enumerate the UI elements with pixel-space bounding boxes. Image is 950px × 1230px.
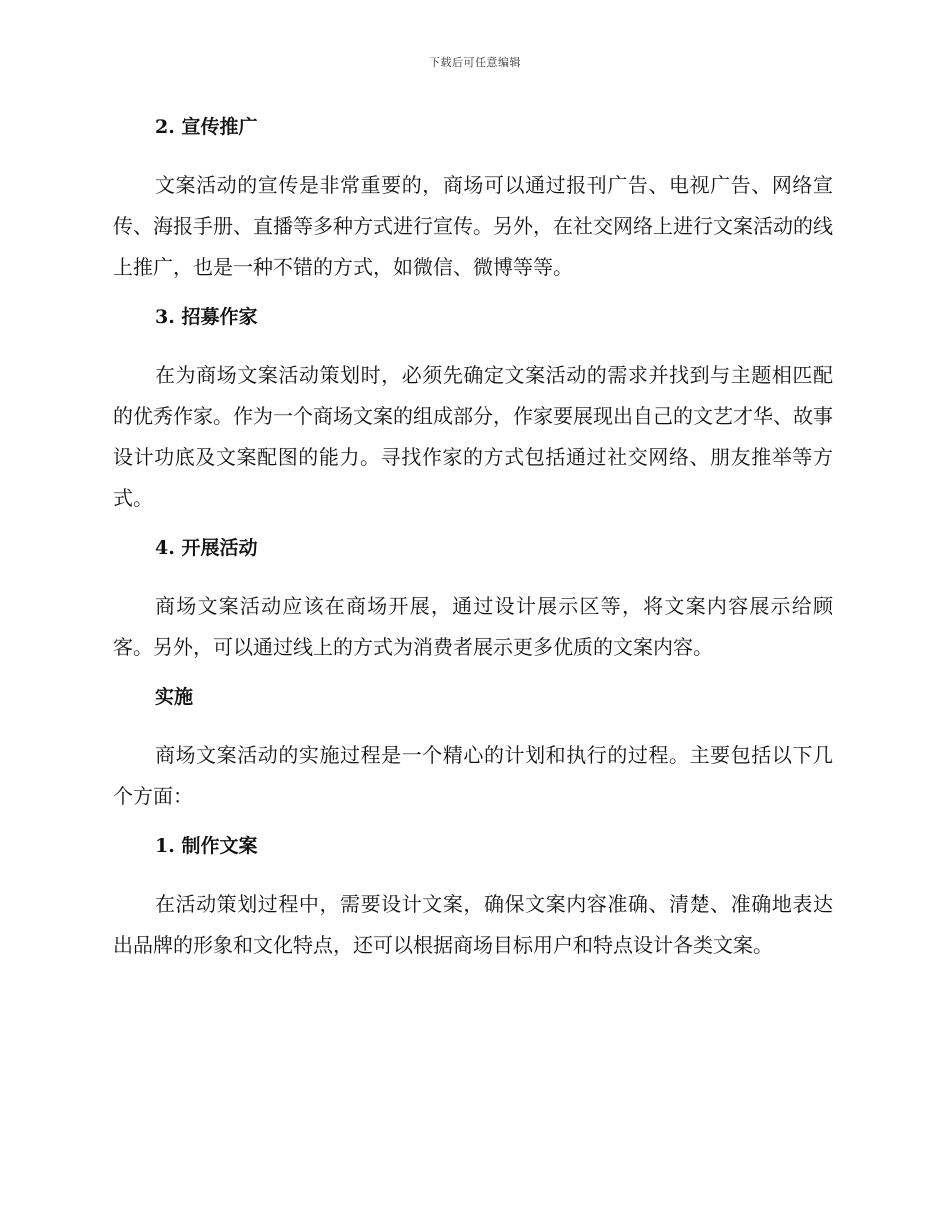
section-heading-implementation: 实施 xyxy=(155,686,194,708)
section-heading-run-activity: 4. 开展活动 xyxy=(155,537,258,559)
section-paragraph-implementation: 商场文案活动的实施过程是一个精心的计划和执行的过程。主要包括以下几个方面： xyxy=(113,743,833,808)
section-heading-make-copy: 1. 制作文案 xyxy=(155,835,258,857)
document-body xyxy=(113,110,833,978)
section-paragraph-publicity: 文案活动的宣传是非常重要的，商场可以通过报刊广告、电视广告、网络宣传、海报手册、直播等多种方式进行宣传。另外，在社交网络上进行文案活动的线上推广，也是一种不错的方式，如微信、微博等等。 xyxy=(113,173,833,279)
section-paragraph-recruit-writers: 在为商场文案活动策划时，必须先确定文案活动的需求并找到与主题相匹配的优秀作家。作为一个商场文案的组成部分，作家要展现出自己的文艺才华、故事设计功底及文案配图的能力。寻找作家的方式包括通过社交网络、朋友推举等方式。 xyxy=(113,363,833,510)
section-heading-publicity: 2. 宣传推广 xyxy=(155,116,258,138)
page-header-note: 下载后可任意编辑 xyxy=(429,56,521,69)
section-heading-recruit-writers: 3. 招募作家 xyxy=(155,306,258,328)
section-paragraph-make-copy: 在活动策划过程中，需要设计文案，确保文案内容准确、清楚、准确地表达出品牌的形象和文化特点，还可以根据商场目标用户和特点设计各类文案。 xyxy=(113,892,833,957)
section-paragraph-run-activity: 商场文案活动应该在商场开展，通过设计展示区等，将文案内容展示给顾客。另外，可以通过线上的方式为消费者展示更多优质的文案内容。 xyxy=(113,594,833,659)
